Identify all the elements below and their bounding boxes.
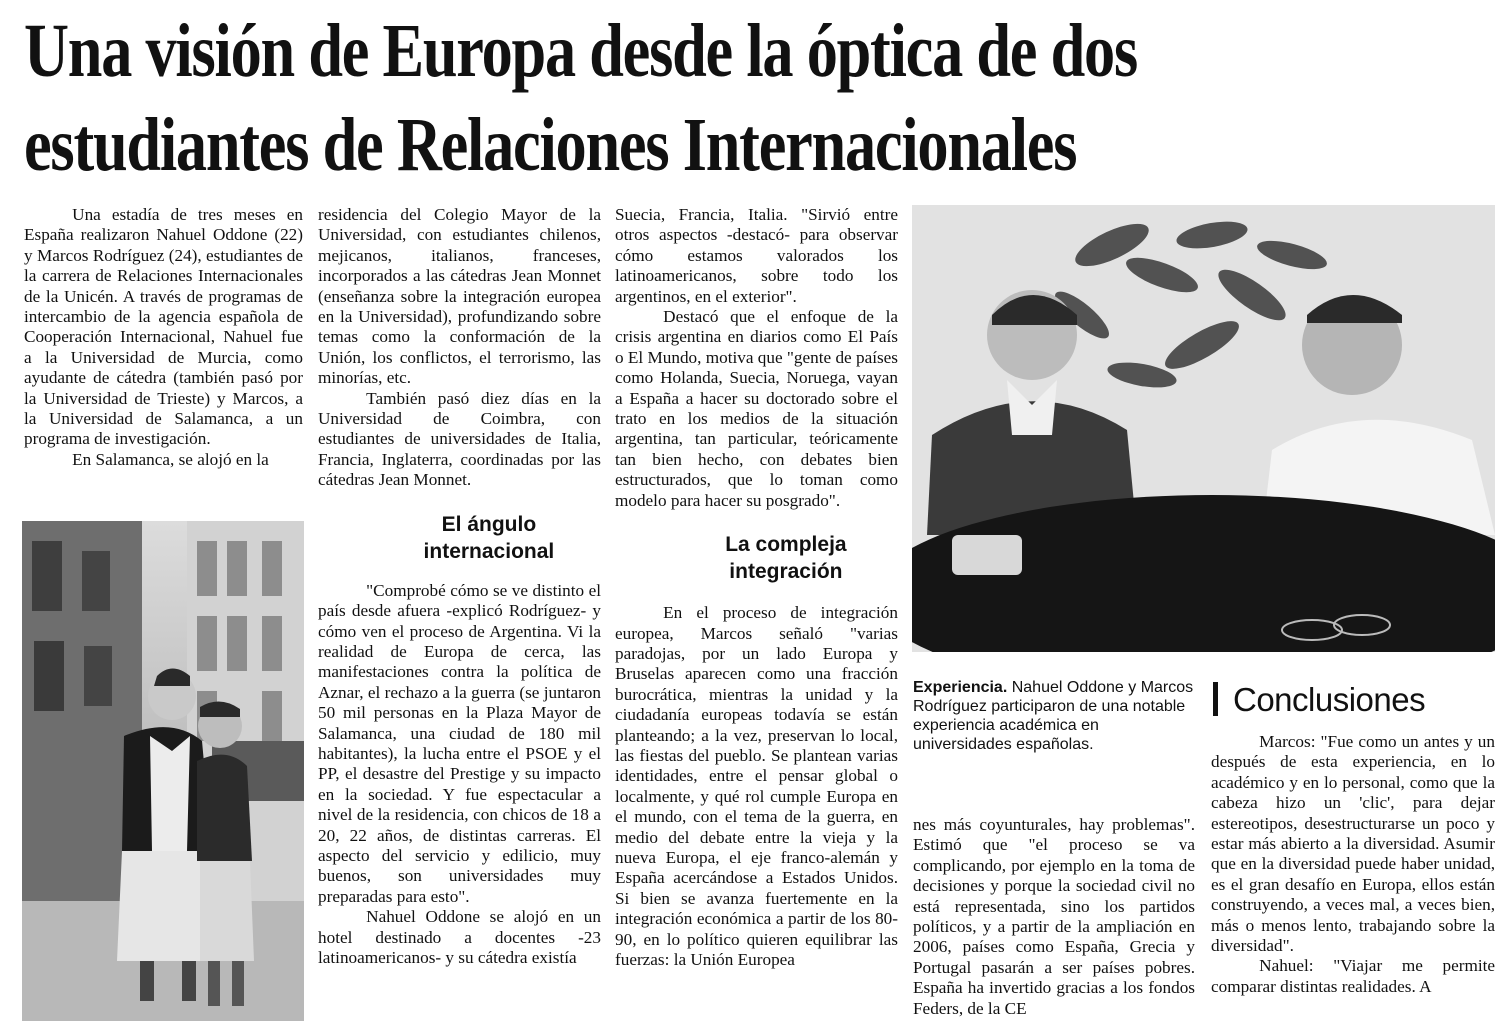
paragraph: nes más coyunturales, hay problemas". Estimó que "el proceso se va complicando, por ejemplo en la toma de decisiones y porque la sociedad civil no está representada, sino los partidos políticos, y a partir de la ampliación en 2006, países como España, Grecia y Portugal pasarán a ser países pobres. España ha invertido gracias a los fondos Feders, de la CE (913, 815, 1195, 1018)
paragraph: Nahuel: "Viajar me permite comparar distintas realidades. A (1211, 956, 1495, 996)
subhead-angulo-line-1: El ángulo (441, 512, 537, 536)
paragraph: residencia del Colegio Mayor de la Universidad, con estudiantes chilenos, mejicanos, italianos, franceses, incorporados a las cátedras Jean Monnet (enseñanza sobre la integración europea en la Universidad), profundizando sobre temas como la conformación de la Unión, los conflictos, el terrorismo, las minorías, etc. (318, 205, 601, 388)
caption-lead: Experiencia. (913, 679, 1008, 696)
column-2 (318, 205, 601, 1021)
conclusiones-title: Conclusiones (1233, 681, 1426, 718)
headline (24, 4, 1221, 192)
subhead-integracion-line-1: La compleja (725, 533, 847, 557)
paragraph: También pasó diez días en la Universidad de Coimbra, con estudiantes de universidades de Italia, Francia, Inglaterra, coordinadas por las cátedras Jean Monnet. (318, 388, 601, 490)
conclusiones-column (1211, 732, 1495, 1021)
column-3 (615, 205, 898, 1021)
conclusiones-header (1213, 680, 1498, 722)
conclusiones-bar (1213, 682, 1218, 716)
subhead-integracion-line-2: integración (729, 560, 843, 584)
paragraph: Marcos: "Fue como un antes y un después de esta experiencia, en lo académico y en lo personal, como que la cabeza hizo un 'clic', para dejar estereotipos, desestructurarse un poco y estar más abierto a la diversidad. Asumir que en la diversidad puede haber unidad, es el gran desafío en Europa, ellos están construyendo, a veces mal, a veces bien, más o menos lento, trabajando sobre la diversidad". (1211, 732, 1495, 956)
photo-caption (913, 678, 1198, 754)
paragraph: Destacó que el enfoque de la crisis argentina en diarios como El País o El Mundo, motiva que "gente de países como Holanda, Suecia, Noruega, vayan a España a hacer su doctorado sobre el trato en los medios de la situación argentina, tan particular, teóricamente tan bien hecho, con debates bien estructurados, que lo toman como modelo para hacer su posgrado". (615, 307, 898, 510)
interview-photo-image (912, 205, 1495, 652)
paragraph: Una estadía de tres meses en España realizaron Nahuel Oddone (22) y Marcos Rodríguez (24), estudiantes de la carrera de Relaciones Internacionales de la Unicén. A través de programas de intercambio de la agencia española de Cooperación Internacional, Nahuel fue a la Universidad de Murcia, como ayudante de cátedra (también pasó por la Universidad de Trieste) y Marcos, a la Universidad de Salamanca, a un programa de investigación. (24, 205, 303, 449)
paragraph: En el proceso de integración europea, Marcos señaló "varias paradojas, por un lado Europa y Bruselas aparecen como una fracción burocrática, mientras la unidad y la ciudadanía europeas todavía se están planteando; a la vez, preservan lo local, las fiestas del pueblo. Se plantean varias identidades, entre el pensar global o localmente, y qué rol cumple Europa en el mundo, con el tema de la guerra, en medio del debate entre la vieja y la nueva Europa, el eje franco-alemán y España acercándose a Estados Unidos. Si bien se avanza fuertemente en la integración económica a partir de los 80-90, en lo político quieren equilibrar las fuerzas: la Unión Europea (615, 603, 898, 969)
column-4 (913, 815, 1195, 1021)
column-1 (24, 205, 303, 508)
paragraph: "Comprobé cómo se ve distinto el país desde afuera -explicó Rodríguez- y cómo ven el proceso de Argentina. Vi la realidad de Europa de cerca, las manifestaciones contra la política de Aznar, el rechazo a la guerra (se juntaron 50 mil personas en la Plaza Mayor de Salamanca, una ciudad de 180 mil habitantes), la lucha entre el PSOE y el PP, el desastre del Prestige y su impacto en la sociedad. Y fue espectacular a nivel de la residencia, con chicos de 18 a 20, 22 años, de distintas carreras. El aspecto del servicio y edilicio, muy buenos, son universidades muy preparadas para esto". (318, 580, 601, 906)
street-photo-image (22, 521, 304, 1021)
paragraph: En Salamanca, se alojó en la (72, 449, 269, 469)
headline-line-1: Una visión de Europa desde la óptica de dos (24, 9, 1137, 93)
caption-text: Nahuel Oddone y Marcos Rodríguez participaron de una notable experiencia académica en universidades españolas. (913, 679, 1194, 753)
street-photo (22, 521, 304, 1021)
headline-line-2: estudiantes de Relaciones Internacionales (24, 103, 1077, 187)
paragraph: Nahuel Oddone se alojó en un hotel destinado a docentes -23 latinoamericanos- y su cátedra existía (318, 907, 601, 967)
interview-photo (912, 205, 1495, 652)
paragraph: Suecia, Francia, Italia. "Sirvió entre otros aspectos -destacó- para observar cómo estamos valorados los latinoamericanos, sobre todo los argentinos, en el exterior". (615, 205, 898, 306)
subhead-angulo-line-2: internacional (423, 539, 555, 563)
